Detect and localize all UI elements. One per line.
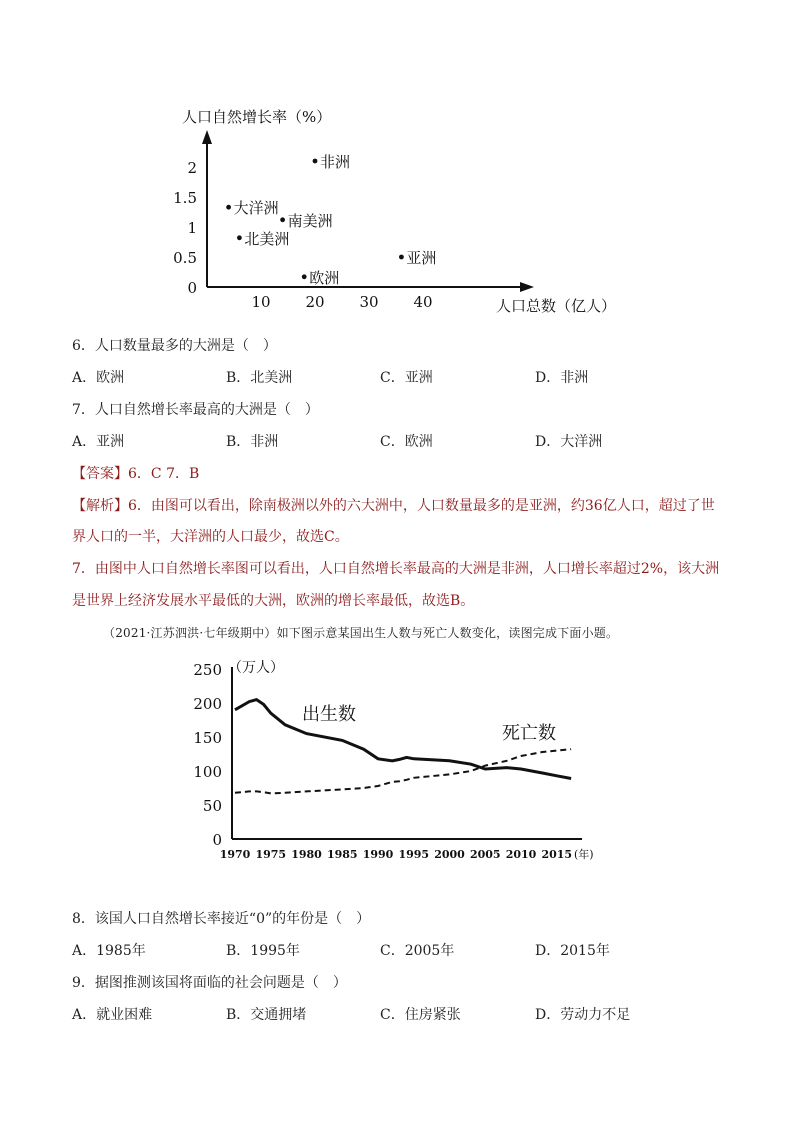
chart2-ytick-label: 50 bbox=[202, 797, 222, 815]
q8-option-a[interactable]: A．1985年 bbox=[72, 943, 146, 959]
chart1-y-arrow bbox=[202, 130, 212, 144]
chart1-xtick-label: 30 bbox=[359, 293, 379, 311]
analysis-line-2: 界人口的一半，大洋洲的人口最少，故选C。 bbox=[72, 529, 349, 545]
line-chart bbox=[190, 652, 620, 867]
answer-line: 【答案】6．C 7．B bbox=[72, 466, 200, 482]
chart1-ylabel: 人口自然增长率（%） bbox=[182, 108, 332, 126]
chart2-xtick-label: 1985 bbox=[326, 848, 358, 861]
q6-option-b[interactable]: B．北美洲 bbox=[226, 370, 293, 386]
q6-stem: 6．人口数量最多的大洲是（ ） bbox=[72, 338, 277, 354]
scatter-chart bbox=[170, 100, 630, 320]
chart2-ytick-label: 150 bbox=[193, 729, 222, 747]
chart2-xtick-label: 1975 bbox=[255, 848, 287, 861]
chart1-xtick-label: 10 bbox=[251, 293, 271, 311]
chart2-xtick-label: 2015 bbox=[541, 848, 573, 861]
chart2-xtick-label: 2000 bbox=[434, 848, 465, 861]
chart1-ytick-label: 1.5 bbox=[173, 189, 197, 207]
q7-option-a[interactable]: A．亚洲 bbox=[72, 434, 125, 450]
chart1-ytick-label: 0 bbox=[187, 279, 197, 297]
q7-stem: 7．人口自然增长率最高的大洲是（ ） bbox=[72, 402, 319, 418]
scatter-point bbox=[226, 205, 231, 210]
q9-option-c[interactable]: C．住房紧张 bbox=[380, 1007, 461, 1023]
scatter-point-label: 亚洲 bbox=[406, 249, 437, 267]
chart2-xtick-label: 2010 bbox=[505, 848, 537, 861]
death-series-label: 死亡数 bbox=[502, 723, 556, 744]
scatter-point-label: 大洋洲 bbox=[233, 199, 279, 218]
q9-stem: 9．据图推测该国将面临的社会问题是（ ） bbox=[72, 975, 347, 991]
chart2-xtick-label: 1970 bbox=[219, 848, 251, 861]
q9-option-d[interactable]: D．劳动力不足 bbox=[535, 1007, 631, 1023]
chart1-ytick-label: 0.5 bbox=[173, 249, 197, 267]
death-series-line bbox=[235, 749, 571, 793]
chart1-xlabel: 人口总数（亿人） bbox=[496, 297, 617, 315]
scatter-point-label: 南美洲 bbox=[287, 211, 333, 230]
q8-stem: 8．该国人口自然增长率接近“0”的年份是（ ） bbox=[72, 911, 371, 927]
chart2-ytick-label: 200 bbox=[193, 695, 222, 713]
scatter-point-label: 非洲 bbox=[320, 153, 351, 171]
analysis-line-4: 是世界上经济发展水平最低的大洲，欧洲的增长率最低，故选B。 bbox=[72, 593, 475, 609]
chart1-ytick-label: 2 bbox=[187, 159, 197, 177]
chart2-xtick-label: 2005 bbox=[469, 848, 501, 861]
chart2-xtick-label: 1995 bbox=[398, 848, 430, 861]
analysis-line-1: 【解析】6．由图可以看出，除南极洲以外的六大洲中，人口数量最多的是亚洲，约36亿人口，超过了世 bbox=[72, 498, 715, 514]
q7-option-d[interactable]: D．大洋洲 bbox=[535, 434, 603, 450]
chart2-ytick-label: 100 bbox=[193, 763, 222, 781]
source-line: （2021·江苏泗洪·七年级期中）如下图示意某国出生人数与死亡人数变化，读图完成下面小题。 bbox=[103, 626, 619, 640]
scatter-point bbox=[237, 235, 242, 240]
q7-option-b[interactable]: B．非洲 bbox=[226, 434, 279, 450]
scatter-point bbox=[313, 159, 318, 164]
q8-option-d[interactable]: D．2015年 bbox=[535, 943, 610, 959]
scatter-point bbox=[280, 217, 285, 222]
scatter-point bbox=[399, 255, 404, 260]
chart2-yunit: （万人） bbox=[228, 660, 284, 676]
q6-option-a[interactable]: A．欧洲 bbox=[72, 370, 125, 386]
chart2-xunit: (年) bbox=[574, 848, 594, 861]
q6-option-d[interactable]: D．非洲 bbox=[535, 370, 589, 386]
chart2-xtick-label: 1990 bbox=[362, 848, 394, 861]
analysis-line-3: 7．由图中人口自然增长率图可以看出，人口自然增长率最高的大洲是非洲，人口增长率超过2%，该大洲 bbox=[72, 561, 720, 577]
q8-option-b[interactable]: B．1995年 bbox=[226, 943, 300, 959]
q7-option-c[interactable]: C．欧洲 bbox=[380, 434, 433, 450]
scatter-point bbox=[302, 274, 307, 279]
q9-option-a[interactable]: A．就业困难 bbox=[72, 1007, 153, 1023]
chart1-ytick-label: 1 bbox=[187, 219, 197, 237]
scatter-point-label: 欧洲 bbox=[309, 268, 340, 287]
q8-option-c[interactable]: C．2005年 bbox=[380, 943, 455, 959]
birth-series-label: 出生数 bbox=[302, 704, 356, 725]
q6-option-c[interactable]: C．亚洲 bbox=[380, 370, 433, 386]
chart1-xtick-label: 20 bbox=[305, 293, 325, 311]
chart2-ytick-label: 0 bbox=[212, 831, 222, 849]
chart1-x-arrow bbox=[520, 282, 534, 292]
chart2-ytick-label: 250 bbox=[193, 661, 222, 679]
chart1-xtick-label: 40 bbox=[413, 293, 433, 311]
q9-option-b[interactable]: B．交通拥堵 bbox=[226, 1007, 307, 1023]
scatter-point-label: 北美洲 bbox=[244, 229, 290, 248]
chart2-xtick-label: 1980 bbox=[291, 848, 322, 861]
